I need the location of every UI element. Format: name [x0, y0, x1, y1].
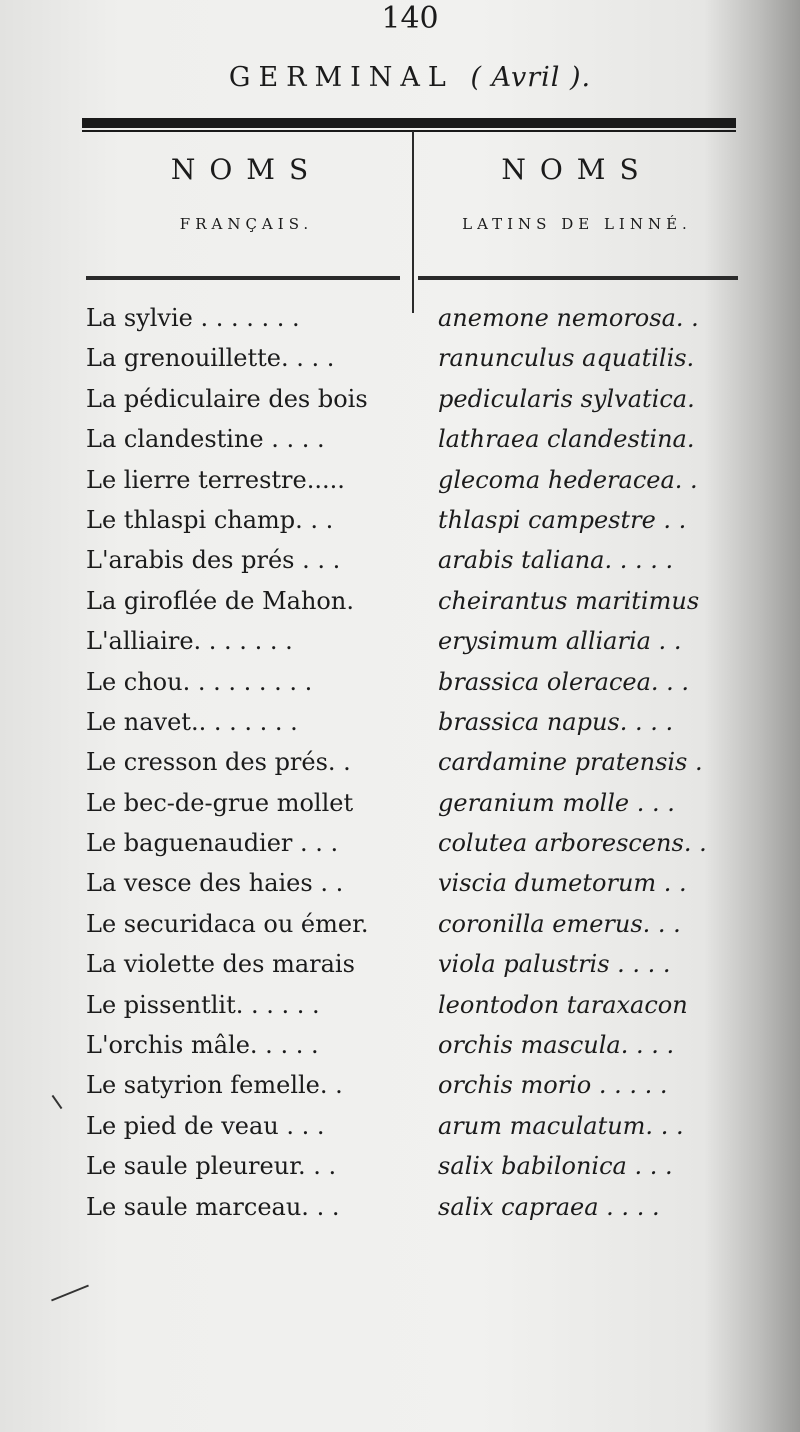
- table-row: [86, 742, 766, 782]
- latin-name: erysimum alliaria . .: [438, 627, 682, 656]
- table-row: [86, 1065, 766, 1105]
- french-name: Le bec-de-grue mollet: [86, 788, 354, 817]
- plant-name-list: [86, 298, 766, 1227]
- latin-name: orchis morio . . . . .: [438, 1071, 668, 1100]
- french-name: La giroflée de Mahon.: [86, 586, 354, 615]
- french-name: Le lierre terrestre.....: [86, 465, 345, 494]
- latin-name: anemone nemorosa. .: [438, 304, 699, 332]
- latin-name: leontodon taraxacon: [438, 990, 688, 1019]
- french-name: L'alliaire. . . . . . .: [86, 627, 293, 656]
- table-row: [86, 1146, 766, 1186]
- table-row: [86, 460, 766, 500]
- table-row: [86, 863, 766, 903]
- latin-name: colutea arborescens. .: [438, 829, 707, 858]
- table-row: [86, 944, 766, 984]
- table-row: [86, 985, 766, 1025]
- latin-name: viola palustris . . . .: [438, 950, 671, 979]
- french-name: Le baguenaudier . . .: [86, 829, 339, 858]
- top-rule: [82, 118, 736, 128]
- latin-name: thlaspi campestre . .: [438, 505, 687, 534]
- margin-mark: [52, 1095, 63, 1109]
- french-name: La clandestine . . . .: [86, 425, 325, 454]
- latin-name: glecoma hederacea. .: [438, 465, 698, 494]
- column-header-latin-main: NOMS: [501, 153, 653, 186]
- latin-name: lathraea clandestina.: [438, 425, 695, 454]
- column-header-latin-sub: LATINS DE LINNÉ.: [462, 215, 692, 233]
- latin-name: arum maculatum. . .: [438, 1111, 684, 1140]
- french-name: Le satyrion femelle. .: [86, 1071, 343, 1100]
- latin-name: geranium molle . . .: [438, 788, 675, 817]
- header-rule-latin: [418, 276, 738, 280]
- table-row: [86, 298, 766, 338]
- running-head: [100, 58, 720, 98]
- french-name: Le navet.. . . . . . .: [86, 707, 298, 736]
- table-row: [86, 1187, 766, 1227]
- latin-name: viscia dumetorum . .: [438, 869, 687, 898]
- column-divider: [412, 131, 414, 313]
- table-row: [86, 783, 766, 823]
- latin-name: orchis mascula. . . .: [438, 1031, 675, 1060]
- french-name: Le thlaspi champ. . .: [86, 505, 334, 534]
- latin-name: cardamine pratensis .: [438, 748, 703, 777]
- french-name: Le cresson des prés. .: [86, 748, 351, 777]
- table-row: [86, 662, 766, 702]
- table-row: [86, 338, 766, 378]
- table-row: [86, 540, 766, 580]
- latin-name: pedicularis sylvatica.: [438, 384, 695, 413]
- french-name: L'orchis mâle. . . . .: [86, 1031, 319, 1060]
- latin-name: ranunculus aquatilis.: [438, 344, 695, 373]
- table-row: [86, 904, 766, 944]
- table-row: [86, 1106, 766, 1146]
- column-header-french-sub: FRANÇAIS.: [179, 215, 314, 233]
- table-row: [86, 621, 766, 661]
- table-row: [86, 1025, 766, 1065]
- latin-name: cheirantus maritimus: [438, 586, 700, 615]
- french-name: Le saule marceau. . .: [86, 1192, 340, 1221]
- table-row: [86, 500, 766, 540]
- french-name: La vesce des haies . .: [86, 869, 344, 898]
- latin-name: salix babilonica . . .: [438, 1152, 673, 1181]
- french-name: Le pissentlit. . . . . .: [86, 990, 320, 1019]
- table-row: [86, 379, 766, 419]
- latin-name: brassica oleracea. . .: [438, 667, 690, 696]
- running-head-month: ( Avril ).: [470, 62, 592, 93]
- french-name: Le chou. . . . . . . . .: [86, 667, 313, 696]
- latin-name: salix capraea . . . .: [438, 1192, 660, 1221]
- table-row: [86, 702, 766, 742]
- header-rule-french: [86, 276, 400, 280]
- french-name: La grenouillette. . . .: [86, 344, 335, 373]
- latin-name: brassica napus. . . .: [438, 707, 674, 736]
- french-name: Le pied de veau . . .: [86, 1111, 325, 1140]
- latin-name: coronilla emerus. . .: [438, 909, 681, 938]
- margin-stroke: [51, 1285, 89, 1302]
- column-header-french: [84, 150, 409, 236]
- page-number: 140: [381, 1, 439, 36]
- french-name: La sylvie . . . . . . .: [86, 304, 300, 332]
- table-row: [86, 581, 766, 621]
- french-name: L'arabis des prés . . .: [86, 546, 341, 575]
- running-head-title: GERMINAL: [228, 62, 454, 93]
- column-header-latin: [418, 150, 736, 236]
- column-header-french-main: NOMS: [170, 153, 323, 186]
- french-name: Le securidaca ou émer.: [86, 909, 369, 938]
- french-name: La violette des marais: [86, 950, 355, 979]
- table-row: [86, 823, 766, 863]
- french-name: Le saule pleureur. . .: [86, 1152, 337, 1181]
- table-row: [86, 419, 766, 459]
- french-name: La pédiculaire des bois: [86, 384, 368, 413]
- latin-name: arabis taliana. . . . .: [438, 546, 674, 575]
